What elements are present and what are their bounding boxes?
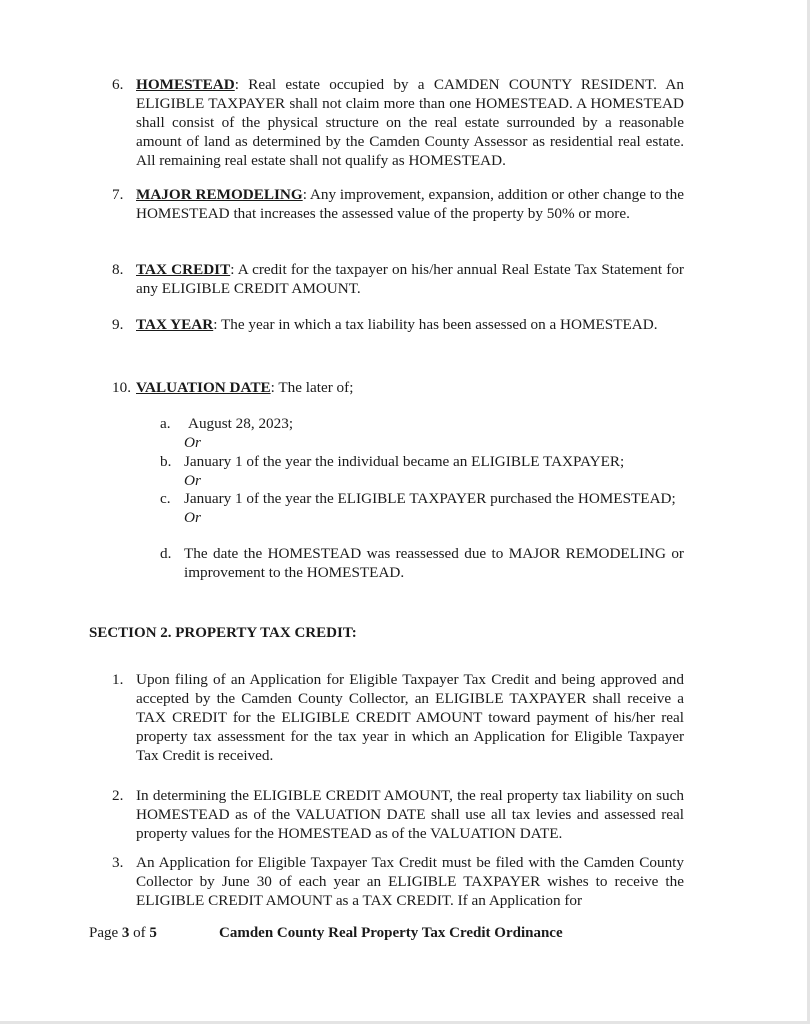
section-item-text: Upon filing of an Application for Eligible Taxpayer Tax Credit and being approved and accepted by the Camden County Collector, an ELIGIBLE TAXPAYER shall receive a TAX CREDIT for the ELIGIBLE CREDIT AMOUNT toward payment of his/her real property tax assessment for the tax year in which an Application for Eligible Taxpayer Tax Credit is received. <box>136 671 684 764</box>
definition-item <box>112 75 684 170</box>
defined-term: VALUATION DATE <box>136 379 271 396</box>
definition-body <box>136 260 684 298</box>
defined-term: TAX CREDIT <box>136 261 231 278</box>
item-number: 2. <box>112 787 124 804</box>
term-punct: : <box>234 76 239 93</box>
definition-item <box>112 315 684 334</box>
definition-item <box>112 185 684 223</box>
item-number: 7. <box>112 186 124 203</box>
page-of: of <box>129 925 150 941</box>
option-text: August 28, 2023; <box>188 415 294 432</box>
option-letter: b. <box>160 453 172 470</box>
term-punct: : <box>230 261 235 278</box>
defined-term: HOMESTEAD <box>136 76 235 93</box>
definition-body <box>136 378 684 397</box>
section-item <box>112 786 684 843</box>
option-or: Or <box>184 509 201 526</box>
page-total: 5 <box>149 925 157 941</box>
page-prefix: Page <box>89 925 122 941</box>
valuation-option <box>160 452 684 490</box>
definition-text: The year in which a tax liability has been assessed on a HOMESTEAD. <box>217 316 658 333</box>
section-heading: SECTION 2. PROPERTY TAX CREDIT: <box>89 625 357 641</box>
option-or: Or <box>184 434 201 451</box>
definition-item <box>112 378 684 397</box>
option-text: The date the HOMESTEAD was reassessed due to MAJOR REMODELING or improvement to the HOMESTEAD. <box>184 545 684 581</box>
term-punct: : <box>213 316 218 333</box>
page-current: 3 <box>121 925 130 941</box>
definition-item <box>112 260 684 298</box>
item-number: 8. <box>112 261 124 278</box>
term-punct: : <box>270 379 275 396</box>
definition-text: Any improvement, expansion, addition or other change to the HOMESTEAD that increases the assessed value of the property by 50% or more. <box>136 186 684 222</box>
section-item-text: An Application for Eligible Taxpayer Tax Credit must be filed with the Camden County Collector by June 30 of each year an ELIGIBLE TAXPAYER wishes to receive the ELIGIBLE CREDIT AMOUNT as a TAX CREDIT. If an Application for <box>136 854 684 909</box>
definition-body <box>136 315 684 334</box>
defined-term: MAJOR REMODELING <box>136 186 303 203</box>
section-item <box>112 853 684 910</box>
definition-text: The later of; <box>274 379 354 396</box>
document-title-footer: Camden County Real Property Tax Credit Ordinance <box>219 925 563 941</box>
option-or: Or <box>184 472 201 489</box>
option-text: January 1 of the year the ELIGIBLE TAXPAYER purchased the HOMESTEAD; <box>184 490 676 507</box>
valuation-option <box>160 414 684 452</box>
definition-text: Real estate occupied by a CAMDEN COUNTY RESIDENT. An ELIGIBLE TAXPAYER shall not claim more than one HOMESTEAD. A HOMESTEAD shall consist of the physical structure on the real estate surrounded by a reasonable amount of land as determined by the Camden County Assessor as residential real estate. All remaining real estate shall not qualify as HOMESTEAD. <box>136 76 684 169</box>
item-number: 6. <box>112 76 124 93</box>
definition-body <box>136 185 684 223</box>
option-text: January 1 of the year the individual became an ELIGIBLE TAXPAYER; <box>184 453 625 470</box>
option-letter: c. <box>160 490 171 507</box>
item-number: 10. <box>112 379 131 396</box>
defined-term: TAX YEAR <box>136 316 214 333</box>
valuation-option <box>160 544 684 582</box>
term-punct: : <box>302 186 307 203</box>
item-number: 1. <box>112 671 124 688</box>
page-number <box>89 925 157 942</box>
option-letter: a. <box>160 415 171 432</box>
section-item-text: In determining the ELIGIBLE CREDIT AMOUNT, the real property tax liability on such HOMESTEAD as of the VALUATION DATE shall use all tax levies and assessed real property values for the HOMESTEAD as of the VALUATION DATE. <box>136 787 684 842</box>
item-number: 9. <box>112 316 124 333</box>
definition-text: A credit for the taxpayer on his/her annual Real Estate Tax Statement for any ELIGIBLE CREDIT AMOUNT. <box>136 261 684 297</box>
valuation-option <box>160 489 684 527</box>
item-number: 3. <box>112 854 124 871</box>
definition-body <box>136 75 684 170</box>
option-letter: d. <box>160 545 172 562</box>
section-item <box>112 670 684 765</box>
